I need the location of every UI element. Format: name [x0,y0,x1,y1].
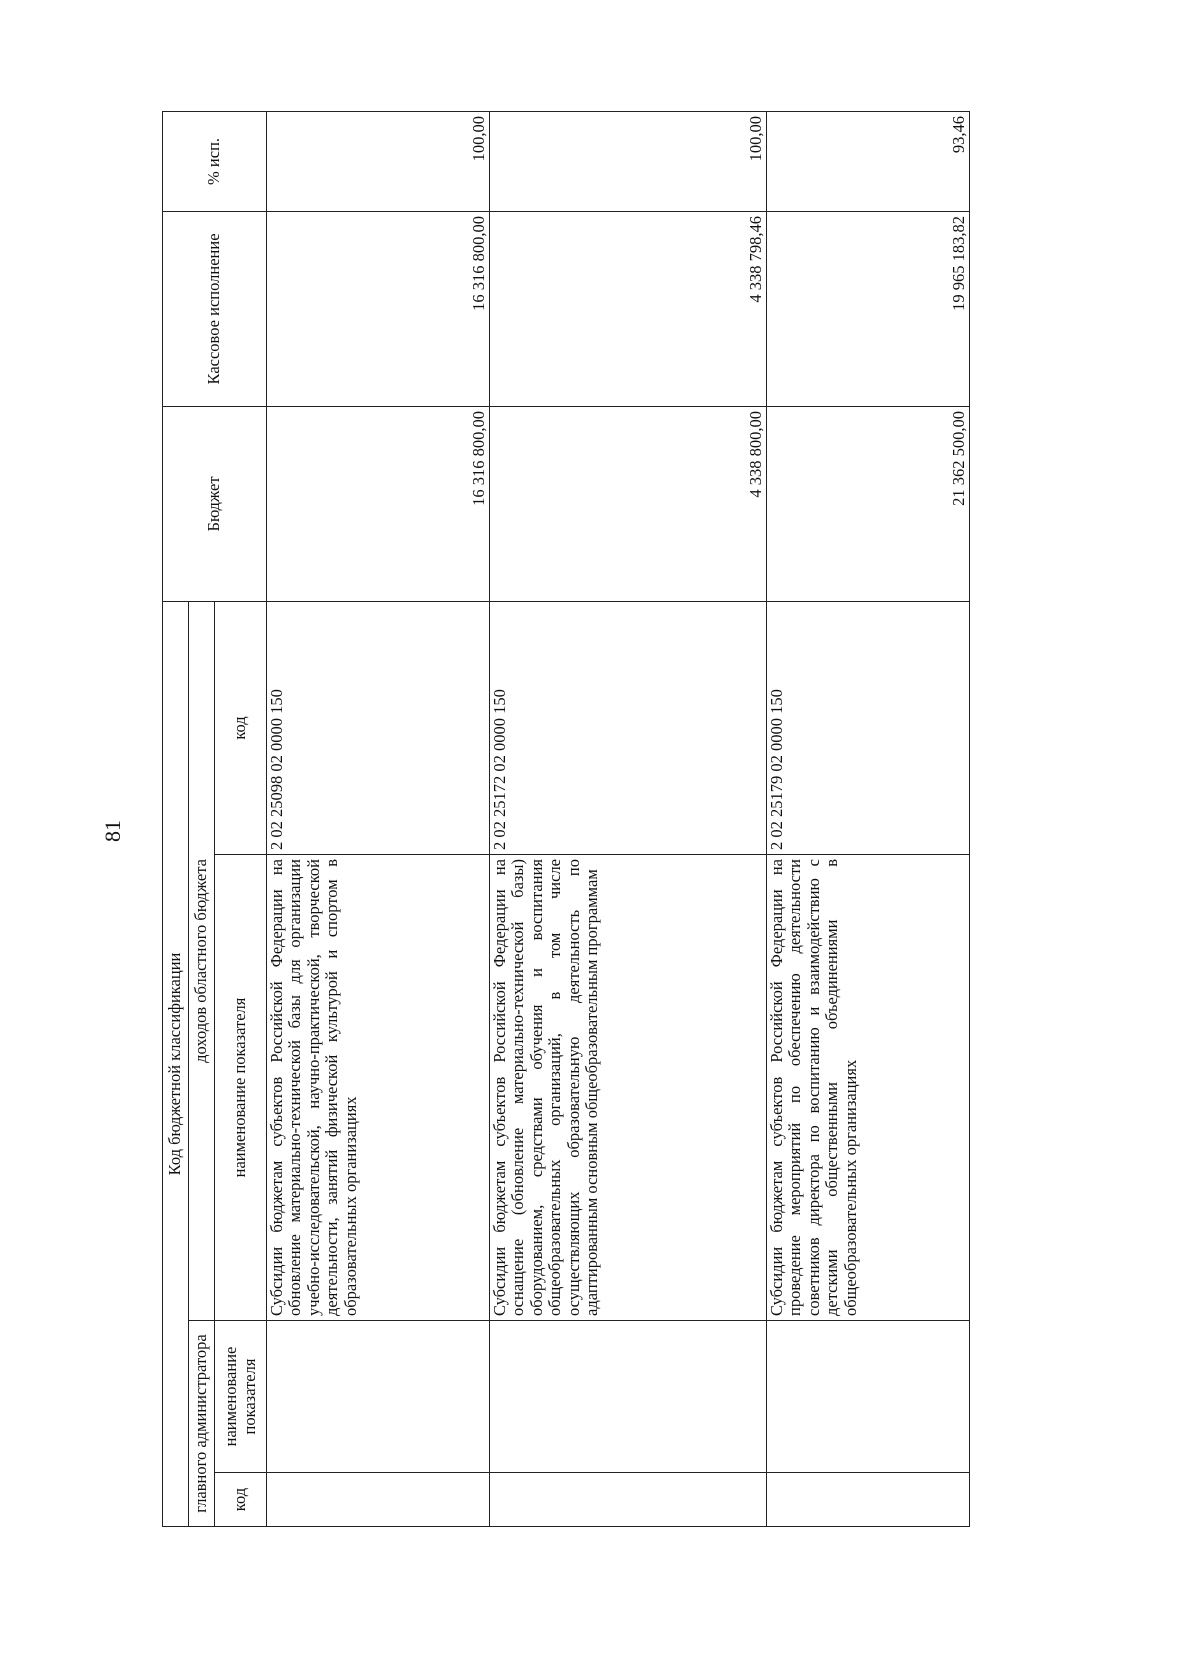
header-kbk: Код бюджетной классификации [163,601,189,1526]
admin-code-cell [490,1473,767,1527]
admin-name-cell [490,1321,767,1473]
table-row [490,111,767,1526]
page-number: 81 [100,820,125,842]
budget-cell: 21 362 500,00 [767,406,970,601]
indicator-name-cell: Субсидии бюджетам субъектов Российской Федерации на проведение мероприятий по обеспечению деятельности советников директора по воспитанию и взаимодействию с детскими общественными объединениями в общеобразовательных организациях [767,855,970,1321]
budget-cell: 4 338 800,00 [490,406,767,601]
cash-cell: 19 965 183,82 [767,211,970,406]
budget-cell: 16 316 800,00 [267,406,490,601]
header-admin-code: код [215,1473,267,1527]
header-budget: Бюджет [163,406,267,601]
income-code-cell: 2 02 25179 02 0000 150 [767,601,970,854]
admin-code-cell [767,1473,970,1527]
indicator-name-cell: Субсидии бюджетам субъектов Российской Федерации на обновление материально-технической базы для организации учебно-исследовательской, научно-практической, творческой деятельности, занятий физической культурой и спортом в образовательных организациях [267,855,490,1321]
table-row [267,111,490,1526]
indicator-name-cell: Субсидии бюджетам субъектов Российской Федерации на оснащение (обновление материально-технической базы) оборудованием, средствами обучения и воспитания общеобразовательных организаций, в том числе осуществляющих образовательную деятельность по адаптированным основным общеобразовательным программам [490,855,767,1321]
rotated-table-container [162,112,982,1527]
income-code-cell: 2 02 25098 02 0000 150 [267,601,490,854]
header-income-code: код [215,601,267,854]
pct-cell: 93,46 [767,111,970,211]
pct-cell: 100,00 [490,111,767,211]
header-income-name: наименование показателя [215,855,267,1321]
pct-cell: 100,00 [267,111,490,211]
admin-code-cell [267,1473,490,1527]
admin-name-cell [267,1321,490,1473]
cash-cell: 16 316 800,00 [267,211,490,406]
budget-table [162,111,970,1527]
header-income: доходов областного бюджета [189,601,215,1320]
income-code-cell: 2 02 25172 02 0000 150 [490,601,767,854]
admin-name-cell [767,1321,970,1473]
table-row [767,111,970,1526]
cash-cell: 4 338 798,46 [490,211,767,406]
header-pct: % исп. [163,111,267,211]
header-chief-admin: главного администратора [189,1321,215,1527]
header-cash: Кассовое исполнение [163,211,267,406]
header-admin-name: наименование показателя [215,1321,267,1473]
